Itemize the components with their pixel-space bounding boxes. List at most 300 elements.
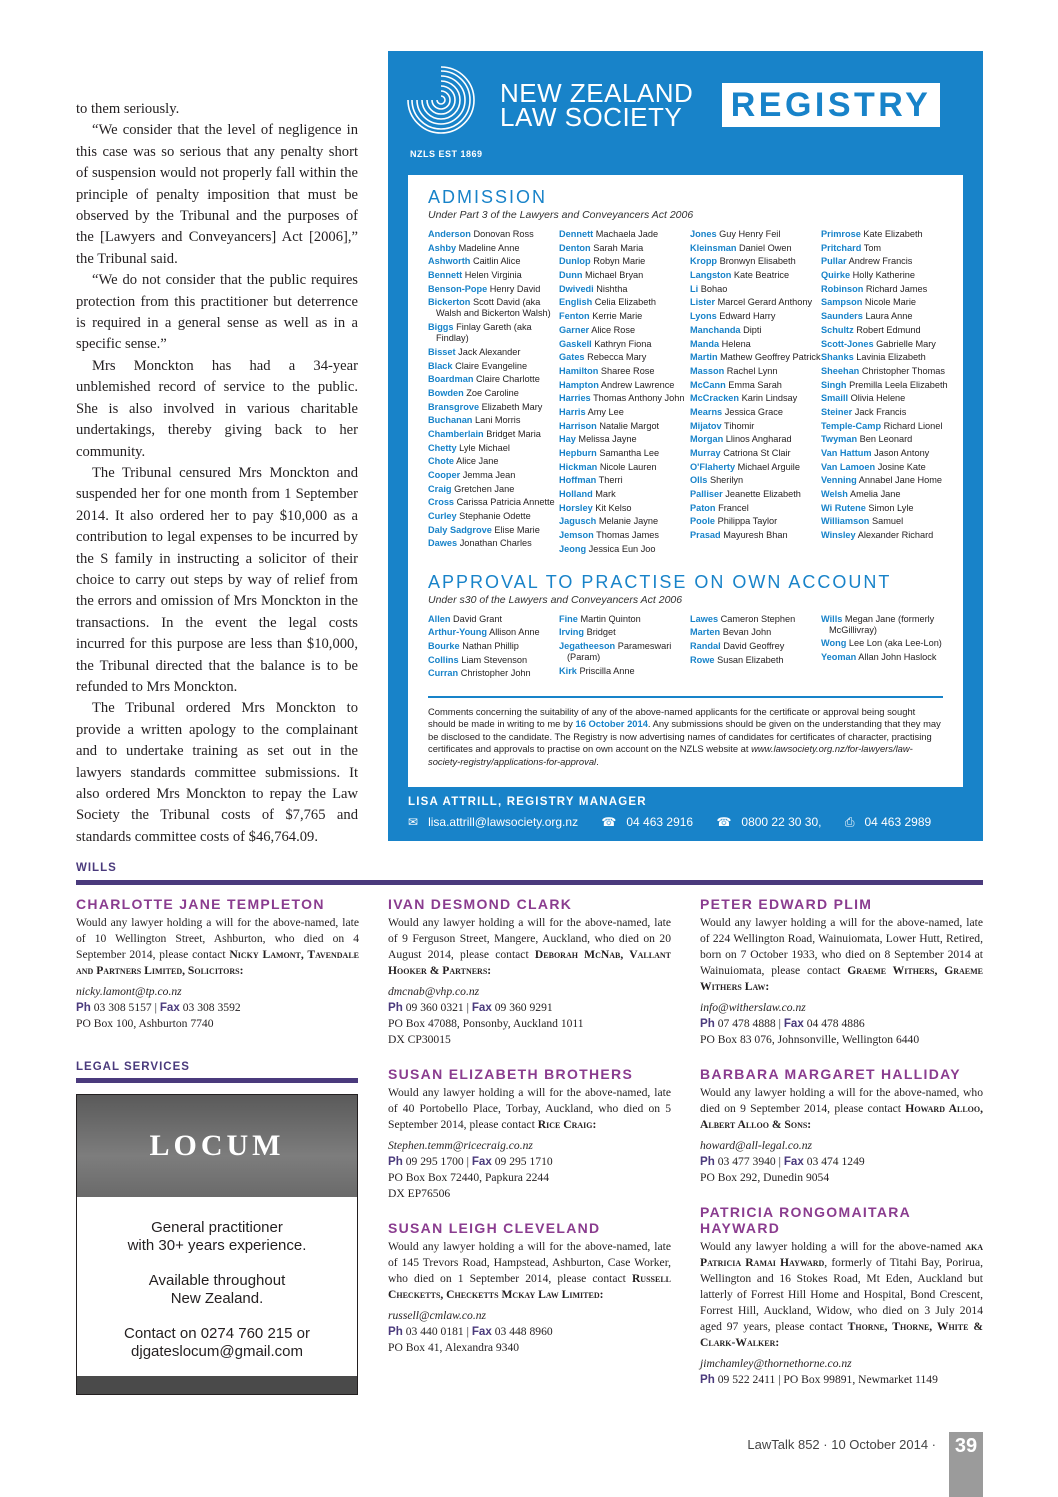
- locum-text: New Zealand.: [170, 1290, 264, 1307]
- will-contact: Thorne, Thorne, White & Clark-Walker:: [700, 1320, 983, 1349]
- name-entry: [690, 284, 821, 295]
- given-names: Rachel Lynn: [726, 365, 778, 376]
- given-names: Gretchen Jane: [454, 483, 515, 494]
- surname: Collins: [428, 654, 459, 665]
- locum-advertisement: [76, 1094, 358, 1395]
- name-entry: [428, 429, 559, 440]
- will-address: PO Box Box 72440, Papkura 2244: [388, 1171, 550, 1184]
- name-entry: [559, 229, 690, 240]
- name-entry: [559, 462, 690, 473]
- name-entry: [559, 448, 690, 459]
- given-names: Marcel Gerard Anthony: [717, 297, 813, 308]
- name-entry: [559, 284, 690, 295]
- name-entry: [821, 325, 952, 336]
- given-names: Priscilla Anne: [579, 665, 635, 676]
- name-entry: [428, 668, 559, 679]
- name-entry: [690, 530, 821, 541]
- name-entry: [690, 448, 821, 459]
- surname: Cross: [428, 497, 455, 508]
- name-entry: [559, 421, 690, 432]
- surname: Pritchard: [821, 242, 862, 253]
- given-names: Francel: [718, 502, 749, 513]
- given-names: Lani Morris: [474, 415, 521, 426]
- name-entry: [559, 407, 690, 418]
- surname: Dunn: [559, 270, 583, 281]
- surname: Boardman: [428, 374, 474, 385]
- approval-title: APPROVAL TO PRACTISE ON OWN ACCOUNT: [428, 571, 892, 592]
- article-paragraph: Mrs Monckton has had a 34-year unblemished record of service to the public. She is also involved in various charitable undertakings, thereby giving back to her community.: [76, 357, 358, 460]
- surname: Bransgrove: [428, 401, 480, 412]
- wills-section-label: WILLS: [76, 862, 117, 874]
- phone-label: Ph: [76, 1001, 91, 1014]
- given-names: Robyn Marie: [593, 256, 646, 267]
- will-notice: [388, 896, 671, 1048]
- surname: Scott-Jones: [821, 338, 874, 349]
- surname: English: [559, 297, 593, 308]
- name-entry: [559, 339, 690, 350]
- surname: Venning: [821, 475, 857, 486]
- given-names: Celia Elizabeth: [594, 297, 657, 308]
- given-names: Helena: [721, 338, 751, 349]
- will-text: Would any lawyer holding a will for the above-named, who died on 9 September 2014, please contact: [700, 1086, 983, 1115]
- surname: Chote: [428, 456, 455, 467]
- fax-number: 04 478 4886: [806, 1017, 865, 1030]
- name-entry: [690, 325, 821, 336]
- will-contact: Graeme Withers, Graeme Withers Law:: [700, 964, 983, 993]
- surname: Irving: [559, 627, 585, 638]
- surname: Primrose: [821, 229, 861, 239]
- given-names: Megan Jane (formerly McGillivray): [829, 613, 935, 635]
- name-entry: [559, 666, 690, 677]
- given-names: Alice Rose: [591, 324, 636, 335]
- given-names: Llinos Angharad: [725, 434, 792, 445]
- surname: Sheehan: [821, 365, 860, 376]
- name-entry: [428, 456, 559, 467]
- surname: Marten: [690, 627, 721, 638]
- fax-number: 09 295 1710: [494, 1155, 553, 1168]
- name-entry: [821, 652, 952, 663]
- name-entry: [690, 339, 821, 350]
- surname: Twyman: [821, 434, 858, 445]
- surname: Wong: [821, 638, 847, 649]
- will-email-link[interactable]: dmcnab@vhp.co.nz: [388, 985, 480, 998]
- name-entry: [559, 270, 690, 281]
- surname: Singh: [821, 379, 847, 390]
- given-names: Bridget Maria: [486, 428, 541, 439]
- notice-text: .: [596, 755, 599, 767]
- given-names: Jack Alexander: [458, 346, 521, 357]
- name-column: [690, 229, 821, 558]
- given-names: Martin Quinton: [580, 613, 641, 624]
- logo-line-2: LAW SOCIETY: [500, 102, 683, 132]
- will-text: Would any lawyer holding a will for the above-named: [700, 1240, 966, 1253]
- surname: Kleinsman: [690, 242, 737, 253]
- registry-fax: 04 463 2989: [864, 815, 932, 829]
- name-entry: [428, 627, 559, 638]
- given-names: Edward Harry: [719, 311, 776, 322]
- name-entry: [559, 489, 690, 500]
- will-text: Would any lawyer holding a will for the above-named, late of 9 Ferguson Street, Mangere, Auckland, who died on 20 August 2014, please contact: [388, 916, 671, 961]
- surname: Sampson: [821, 297, 863, 308]
- given-names: Michael Bryan: [585, 270, 644, 281]
- surname: Harries: [559, 393, 591, 404]
- notice-deadline: 16 October 2014: [575, 718, 648, 730]
- surname: Anderson: [428, 229, 471, 239]
- will-contact: Russell Checketts, Checketts Mckay Law Limited:: [388, 1272, 671, 1301]
- will-name: SUSAN ELIZABETH BROTHERS: [388, 1066, 634, 1082]
- surname: Shanks: [821, 352, 854, 363]
- name-entry: [821, 229, 952, 240]
- given-names: Kathryn Fiona: [594, 338, 652, 349]
- will-email-link[interactable]: nicky.lamont@tp.co.nz: [76, 985, 182, 998]
- surname: Saunders: [821, 311, 863, 322]
- given-names: Olivia Helene: [850, 393, 906, 404]
- given-names: Elizabeth Mary: [481, 401, 543, 412]
- given-names: Bohao: [700, 283, 728, 294]
- will-aka: aka Patricia Ramai Hayward: [700, 1240, 983, 1269]
- name-entry: [821, 407, 952, 418]
- will-notice: [700, 1066, 983, 1186]
- name-entry: [428, 614, 559, 625]
- will-email-link[interactable]: Stephen.temm@ricecraig.co.nz: [388, 1139, 533, 1152]
- surname: Denton: [559, 242, 591, 253]
- name-entry: [690, 243, 821, 254]
- given-names: Tom: [863, 242, 882, 253]
- surname: Harris: [559, 406, 586, 417]
- phone-icon: ☎: [716, 815, 732, 829]
- name-entry: [690, 462, 821, 473]
- registry-notice: [428, 706, 943, 769]
- surname: Hoffman: [559, 475, 597, 486]
- article-paragraph: “We consider that the level of negligence in this case was so serious that any penalty short of suspension would not properly fall within the principle of penalty imposition that must be observed by the Tribunal and the purposes of the [Lawyers and Conveyancers] Act [2006],” the Tribunal said.: [76, 122, 358, 267]
- surname: Mijatov: [690, 420, 722, 431]
- admission-title: ADMISSION: [428, 187, 548, 207]
- name-entry: [690, 270, 821, 281]
- surname: Biggs: [428, 322, 454, 333]
- will-dx: DX EP76506: [388, 1187, 451, 1200]
- given-names: Sarah Maria: [593, 242, 644, 253]
- given-names: Donovan Ross: [473, 229, 534, 239]
- phone-number: 09 522 2411: [717, 1373, 776, 1386]
- phone-icon: ☎: [601, 815, 617, 829]
- name-entry: [559, 544, 690, 555]
- given-names: Therri: [598, 475, 623, 486]
- name-entry: [690, 229, 821, 240]
- surname: Ashworth: [428, 256, 471, 267]
- given-names: Cameron Stephen: [720, 613, 796, 624]
- locum-text: General practitioner: [151, 1219, 283, 1236]
- name-entry: [428, 374, 559, 385]
- will-phone: Ph 09 522 2411 | PO Box 99891, Newmarket 1149: [700, 1373, 938, 1386]
- name-entry: [559, 516, 690, 527]
- name-entry: [428, 229, 559, 240]
- will-name: IVAN DESMOND CLARK: [388, 896, 573, 912]
- surname: Curley: [428, 511, 457, 522]
- given-names: Bronwyn Elisabeth: [719, 256, 796, 267]
- given-names: Mark: [595, 489, 616, 500]
- surname: Welsh: [821, 489, 848, 500]
- given-names: Elise Marie: [494, 524, 540, 535]
- name-entry: [821, 448, 952, 459]
- will-email-link[interactable]: howard@all-legal.co.nz: [700, 1139, 812, 1152]
- name-entry: [821, 489, 952, 500]
- given-names: Tihomir: [724, 420, 755, 431]
- will-contact: Deborah McNab, Vallant Hooker & Partners:: [388, 948, 671, 977]
- given-names: Rebecca Mary: [587, 352, 647, 363]
- registry-email-link[interactable]: lisa.attrill@lawsociety.org.nz: [428, 815, 579, 829]
- will-notice: [700, 1204, 983, 1388]
- surname: Curran: [428, 668, 459, 679]
- surname: Smaill: [821, 393, 849, 404]
- locum-email-link[interactable]: djgateslocum@gmail.com: [131, 1343, 303, 1360]
- name-entry: [821, 284, 952, 295]
- name-entry: [559, 393, 690, 404]
- name-entry: [559, 530, 690, 541]
- name-entry: [428, 641, 559, 652]
- will-body: [388, 1085, 671, 1133]
- surname: Hampton: [559, 379, 599, 390]
- given-names: Christopher Thomas: [861, 365, 945, 376]
- name-entry: [428, 484, 559, 495]
- legal-services-divider: [76, 1078, 358, 1083]
- phone-label: Ph: [700, 1017, 715, 1030]
- will-notice: [700, 896, 983, 1048]
- name-entry: [821, 530, 952, 541]
- given-names: Guy Henry Feil: [719, 229, 781, 239]
- given-names: Mayuresh Bhan: [723, 530, 788, 541]
- surname: Allen: [428, 613, 451, 624]
- surname: McCracken: [690, 393, 740, 404]
- given-names: Finlay Gareth (aka Findlay): [436, 322, 532, 344]
- will-text: Would any lawyer holding a will for the above-named, late of 40 Portobello Place, Torbay, Auckland, who died on 5 September 2014, please contact: [388, 1086, 671, 1131]
- phone-label: Ph: [700, 1373, 715, 1386]
- given-names: Zoe Caroline: [466, 387, 519, 398]
- surname: Langston: [690, 270, 732, 281]
- admission-list: [428, 229, 948, 558]
- given-names: Carissa Patricia Annette: [456, 497, 555, 508]
- given-names: Thomas James: [596, 530, 659, 541]
- given-names: Jack Francis: [854, 406, 907, 417]
- name-entry: [428, 322, 559, 344]
- given-names: Parameswari (Param): [567, 640, 672, 662]
- phone-label: Ph: [700, 1155, 715, 1168]
- will-dx: DX CP30015: [388, 1033, 451, 1046]
- envelope-icon: ✉: [408, 815, 419, 829]
- name-entry: [428, 525, 559, 536]
- surname: Masson: [690, 365, 725, 376]
- name-entry: [821, 339, 952, 350]
- given-names: Annabel Jane Home: [858, 475, 943, 486]
- name-entry: [821, 475, 952, 486]
- phone-number: 03 440 0181: [405, 1325, 464, 1338]
- surname: Manda: [690, 338, 720, 349]
- surname: Pullar: [821, 256, 847, 267]
- surname: Cooper: [428, 470, 461, 480]
- surname: Black: [428, 360, 453, 371]
- will-body: [388, 1239, 671, 1303]
- given-names: Madeline Anne: [458, 242, 520, 253]
- name-column: [428, 614, 559, 682]
- phone-label: Ph: [388, 1001, 403, 1014]
- given-names: Kerrie Marie: [592, 311, 643, 322]
- given-names: Jonathan Charles: [459, 538, 532, 549]
- phone-label: Ph: [388, 1325, 403, 1338]
- name-entry: [559, 352, 690, 363]
- name-entry: [690, 352, 821, 363]
- name-entry: [821, 311, 952, 322]
- surname: Craig: [428, 483, 452, 494]
- will-contact: Rice Craig:: [537, 1118, 597, 1131]
- surname: Robinson: [821, 283, 864, 294]
- given-names: Claire Evangeline: [455, 360, 528, 371]
- notice-text: Comments concerning the suitability of any of the above-named applicants for the certificate or approval being sought should be made in writing to me by: [428, 705, 916, 730]
- given-names: Caitlin Alice: [472, 256, 521, 267]
- given-names: David Geoffrey: [723, 640, 785, 651]
- registry-badge: REGISTRY: [722, 83, 940, 127]
- given-names: Kate Elizabeth: [863, 229, 923, 239]
- given-names: Daniel Owen: [739, 242, 792, 253]
- will-body: [700, 915, 983, 995]
- given-names: Samuel: [871, 516, 904, 527]
- given-names: Kate Beatrice: [733, 270, 790, 281]
- will-notice: [388, 1066, 671, 1202]
- fax-number: 03 474 1249: [806, 1155, 865, 1168]
- name-entry: [690, 421, 821, 432]
- name-entry: [690, 407, 821, 418]
- surname: Lyons: [690, 311, 717, 322]
- name-column: [559, 614, 690, 682]
- name-entry: [559, 380, 690, 391]
- will-contact: Howard Alloo, Albert Alloo & Sons:: [700, 1102, 983, 1131]
- will-email-link[interactable]: russell@cmlaw.co.nz: [388, 1309, 487, 1322]
- surname: Winsley: [821, 530, 856, 541]
- will-body: [388, 915, 671, 979]
- surname: Kropp: [690, 256, 718, 267]
- surname: Prasad: [690, 530, 721, 541]
- fax-number: 09 360 9291: [494, 1001, 553, 1014]
- surname: Bickerton: [428, 297, 471, 308]
- given-names: Jemma Jean: [462, 470, 516, 480]
- surname: Dawes: [428, 538, 458, 549]
- surname: Dennett: [559, 229, 594, 239]
- registry-freephone: 0800 22 30 30,: [741, 815, 822, 829]
- registry-contact: [408, 815, 951, 830]
- given-names: Bridget: [586, 627, 616, 638]
- name-entry: [690, 434, 821, 445]
- given-names: Samantha Lee: [599, 448, 660, 458]
- surname: Manchanda: [690, 324, 741, 335]
- will-name: CHARLOTTE JANE TEMPLETON: [76, 896, 325, 912]
- fax-icon: ⎙: [844, 815, 855, 829]
- given-names: Nicole Lauren: [599, 461, 657, 472]
- will-address: PO Box 41, Alexandra 9340: [388, 1341, 520, 1354]
- locum-text: Contact on 0274 760 215 or: [124, 1325, 310, 1342]
- surname: Jemson: [559, 530, 594, 541]
- given-names: Allison Anne: [489, 627, 540, 638]
- surname: Jones: [690, 229, 717, 239]
- article-paragraph: The Tribunal ordered Mrs Monckton to provide a written apology to the complainant and to undertake training as set out in the lawyers standards committee submissions. It also ordered Mrs Monckton to repay the Law Society the Tribunal costs of $7,765 and standards committee costs of $46,764.09.: [76, 700, 358, 845]
- registry-box: [388, 51, 983, 841]
- given-names: Jeanette Elizabeth: [725, 489, 801, 500]
- given-names: Claire Charlotte: [476, 374, 540, 385]
- name-entry: [428, 470, 559, 481]
- nzls-swirl-logo-icon: [406, 65, 476, 135]
- name-column: [821, 614, 952, 682]
- name-entry: [559, 243, 690, 254]
- name-entry: [690, 641, 821, 652]
- locum-header: [77, 1095, 357, 1197]
- surname: Horsley: [559, 502, 593, 513]
- given-names: Sherilyn: [709, 475, 744, 486]
- given-names: Bevan John: [722, 627, 772, 638]
- surname: Yeoman: [821, 651, 857, 662]
- surname: Randal: [690, 640, 721, 651]
- locum-footer-bar: [77, 1376, 357, 1394]
- will-body: [700, 1085, 983, 1133]
- given-names: Andrew Lawrence: [600, 379, 675, 390]
- name-entry: [821, 380, 952, 391]
- notice-divider: [428, 696, 943, 698]
- given-names: Josine Kate: [877, 461, 926, 472]
- surname: Kirk: [559, 665, 577, 676]
- name-entry: [690, 627, 821, 638]
- surname: Bourke: [428, 640, 460, 651]
- surname: Buchanan: [428, 415, 473, 426]
- name-entry: [559, 311, 690, 322]
- will-email-link[interactable]: info@witherslaw.co.nz: [700, 1001, 806, 1014]
- name-entry: [821, 614, 952, 636]
- name-entry: [690, 311, 821, 322]
- will-email-link[interactable]: jimchamley@thornethorne.co.nz: [700, 1357, 852, 1370]
- name-entry: [428, 511, 559, 522]
- name-entry: [428, 297, 559, 319]
- surname: Chetty: [428, 442, 457, 453]
- surname: Harrison: [559, 420, 597, 431]
- fax-label: Fax: [471, 1001, 492, 1014]
- will-text: , formerly of Titahi Bay, Porirua, Wellington and 16 Stokes Road, Mt Eden, Auckland but latterly of Forrest Hill Home and Hospital, Bond Crescent, Forrest Hill, Auckland, Widow, who died on 3 July 2014 aged 97 years, please contact: [700, 1256, 983, 1333]
- given-names: Thomas Anthony John: [593, 393, 685, 404]
- name-entry: [428, 443, 559, 454]
- given-names: Machaela Jade: [595, 229, 659, 239]
- name-entry: [428, 538, 559, 549]
- given-names: Ben Leonard: [859, 434, 913, 445]
- locum-text: Available throughout: [148, 1272, 286, 1289]
- surname: Jagusch: [559, 516, 597, 527]
- surname: Bowden: [428, 387, 464, 398]
- name-column: [690, 614, 821, 682]
- will-name: BARBARA MARGARET HALLIDAY: [700, 1066, 961, 1082]
- name-entry: [821, 462, 952, 473]
- surname: Bisset: [428, 346, 456, 357]
- name-entry: [821, 270, 952, 281]
- name-entry: [690, 516, 821, 527]
- name-entry: [821, 393, 952, 404]
- notice-url-link[interactable]: www.lawsociety.org.nz/for-lawyers/law-society-registry/applications-for-approval: [428, 743, 913, 767]
- wills-divider: [76, 880, 983, 885]
- will-address: PO Box 83 076, Johnsonville, Wellington 6440: [700, 1033, 920, 1046]
- fax-label: Fax: [471, 1155, 492, 1168]
- given-names: Stephanie Odette: [459, 511, 531, 522]
- fax-number: 03 448 8960: [494, 1325, 553, 1338]
- given-names: Liam Stevenson: [461, 654, 528, 665]
- nzls-wordmark: [500, 78, 694, 132]
- name-entry: [428, 243, 559, 254]
- phone-label: Ph: [388, 1155, 403, 1168]
- given-names: Alice Jane: [456, 456, 499, 467]
- surname: Hepburn: [559, 448, 597, 458]
- given-names: Allan John Haslock: [858, 651, 937, 662]
- registry-manager: LISA ATTRILL, REGISTRY MANAGER: [408, 796, 647, 808]
